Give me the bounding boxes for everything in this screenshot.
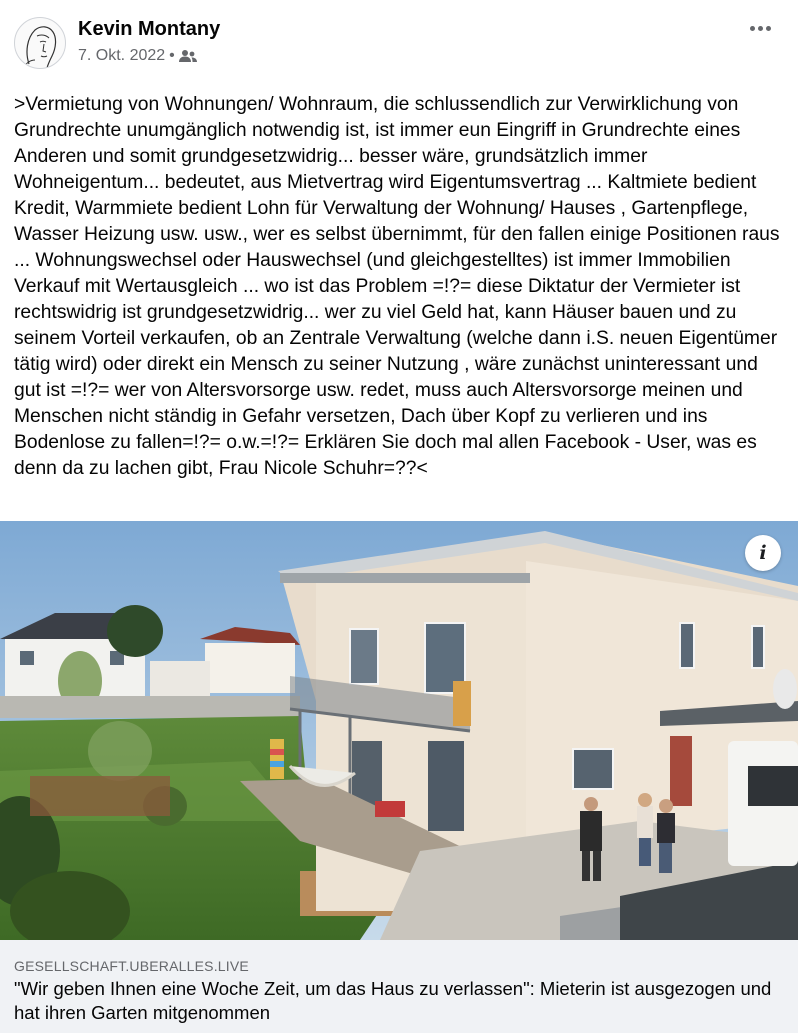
more-options-button[interactable] xyxy=(746,16,774,40)
avatar-sketch-icon xyxy=(15,18,66,69)
more-dot xyxy=(766,26,771,31)
friends-icon[interactable] xyxy=(179,49,197,63)
link-preview[interactable] xyxy=(0,940,798,1033)
post-header xyxy=(0,0,798,90)
author-avatar[interactable] xyxy=(14,17,66,69)
link-preview-image[interactable] xyxy=(0,521,798,940)
info-button[interactable]: i xyxy=(745,535,781,571)
post-date[interactable]: 7. Okt. 2022 xyxy=(78,47,166,64)
more-dot xyxy=(758,26,763,31)
post-meta xyxy=(78,47,197,65)
meta-separator: • xyxy=(169,47,175,64)
house-photo xyxy=(0,521,798,940)
link-domain: GESELLSCHAFT.UBERALLES.LIVE xyxy=(14,958,249,974)
more-dot xyxy=(750,26,755,31)
author-name[interactable]: Kevin Montany xyxy=(78,18,221,40)
post-text: >Vermietung von Wohnungen/ Wohnraum, die schlussendlich zur Verwirklichung von Grundrechte unumgänglich notwendig ist, ist immer eun Eingriff in Grundrechte eines Anderen und somit grundgesetzwidrig... besser wäre, grundsätzlich immer Wohneigentum... bedeutet, aus Mietvertrag wird Eigentumsvertrag ... Kaltmiete bedient Kredit, Warmmiete bedient Lohn für Verwaltung der Wohnung/ Hauses , Gartenpflege, Wasser Heizung usw. usw., wer es selbst übernimmt, für den fallen einige Positionen raus ... Wohnungswechsel oder Hauswechsel (und gleichgestelltes) ist immer Immobilien Verkauf mit Wertausgleich ... wo ist das Problem =!?= diese Diktatur der Vermieter ist rechtswidrig ist grundgesetzwidrig... wer zu viel Geld hat, kann Häuser bauen und zu seinem Vorteil verkaufen, ob an Zentrale Verwaltung (welche dann i.S. neuen Eigentümer tätig wird) oder direkt ein Mensch zu seiner Nutzung , wäre zunächst uninteressant und gut ist =!?= wer von Altersvorsorge usw. redet, muss auch Altersvorsorge meinen und Menschen nicht ständig in Gefahr versetzen, Dach über Kopf zu verlieren und ins Bodenlose zu fallen=!?= o.w.=!?= Erklären Sie doch mal allen Facebook - User, was es denn da zu lachen gibt, Frau Nicole Schuhr=??< xyxy=(14,94,780,479)
link-title[interactable]: "Wir geben Ihnen eine Woche Zeit, um das Haus zu verlassen": Mieterin ist ausgezogen und hat ihren Garten mitgenommen xyxy=(14,978,772,1023)
